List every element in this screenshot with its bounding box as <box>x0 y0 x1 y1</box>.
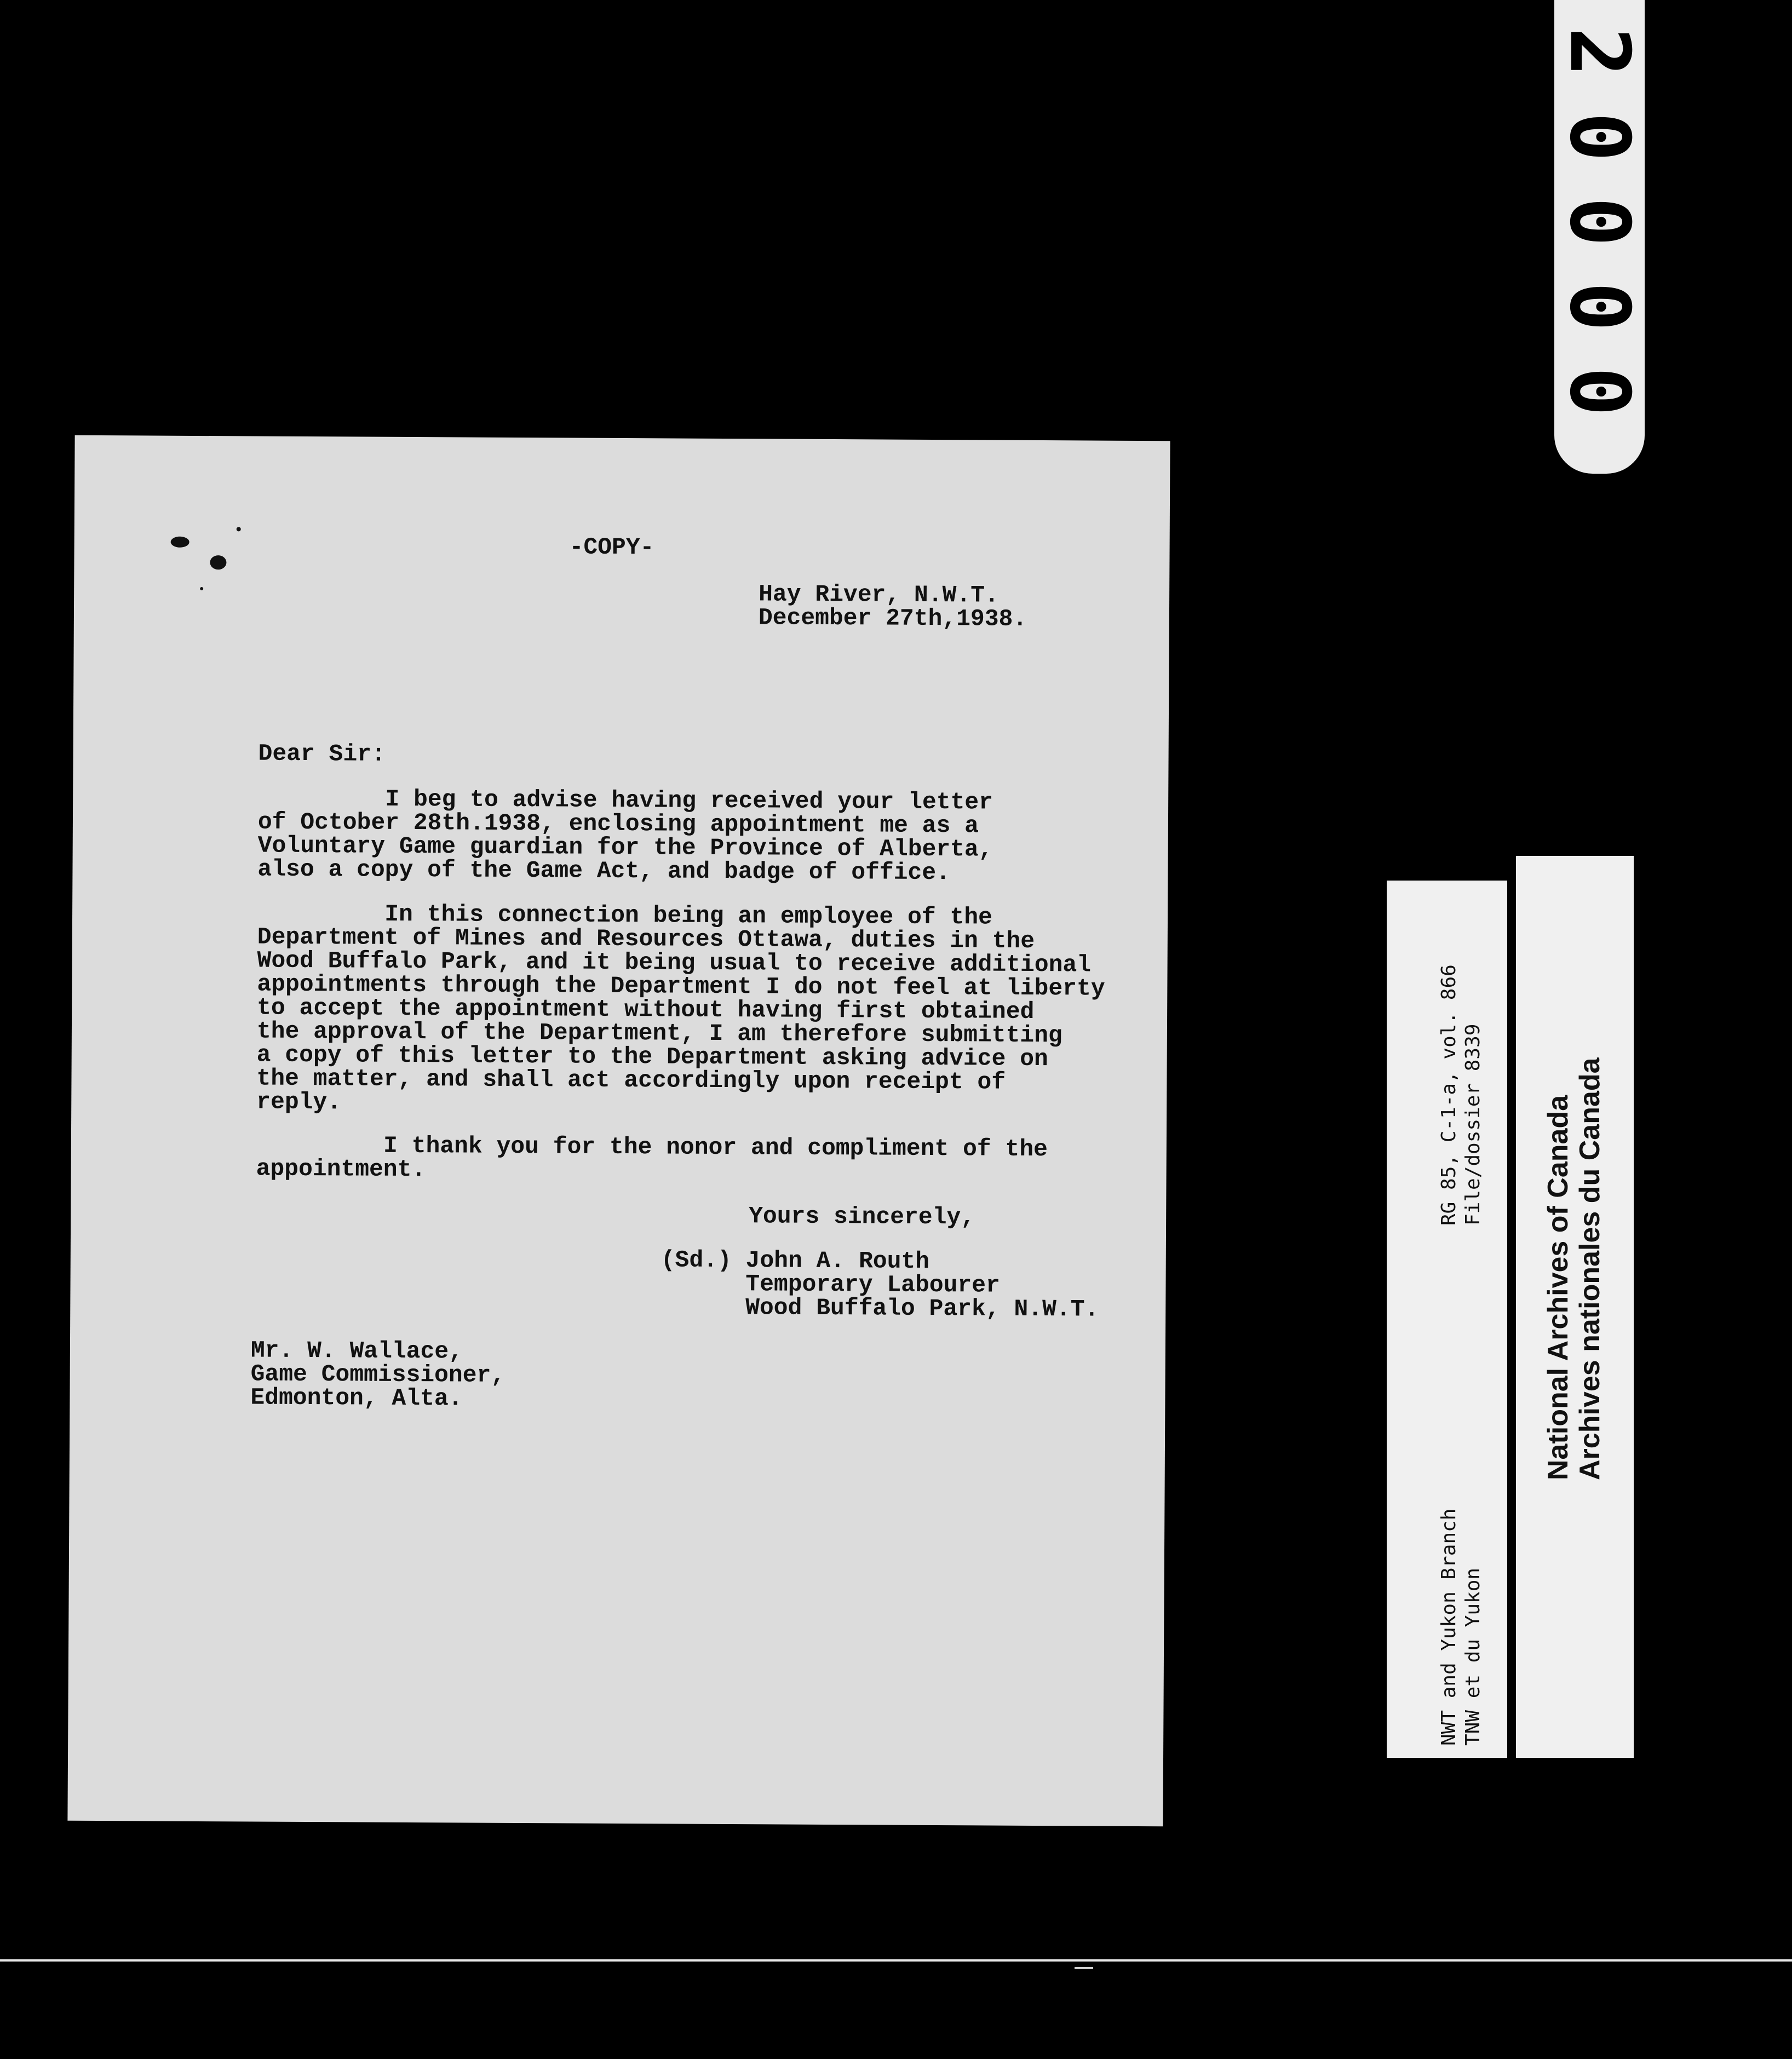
paragraph-1-line: I beg to advise having received your letter <box>258 785 993 816</box>
reference-line-2: File/dossier 8339 <box>1462 1023 1484 1226</box>
paragraph-2-line: the matter, and shall act accordingly upon receipt of <box>256 1065 1006 1096</box>
paragraph-2-line: Wood Buffalo Park, and it being usual to receive additional <box>257 947 1092 979</box>
signature-line: Wood Buffalo Park, N.W.T. <box>660 1293 1099 1323</box>
ink-blot <box>210 555 226 570</box>
archive-brand-card <box>1516 856 1634 1758</box>
ink-blot <box>171 537 189 548</box>
ink-dot <box>200 587 203 590</box>
reference-line-1: RG 85, C-1-a, vol. 866 <box>1438 964 1460 1226</box>
paragraph-1-line: of October 28th.1938, enclosing appointment me as a <box>257 808 979 839</box>
copy-mark: -COPY- <box>569 533 654 561</box>
frame-counter <box>1554 0 1645 474</box>
paragraph-1-line: Voluntary Game guardian for the Province of Alberta, <box>257 832 993 863</box>
letter-page <box>67 435 1170 1826</box>
frame-digit: 0 <box>1552 112 1647 162</box>
paragraph-3-line: I thank you for the nonor and compliment of the <box>256 1131 1048 1163</box>
archive-name-french: Archives nationales du Canada <box>1574 1057 1606 1480</box>
film-edge-line <box>0 1959 1792 1962</box>
signature-line: (Sd.) John A. Routh <box>660 1246 930 1275</box>
paragraph-2-line: appointments through the Department I do not feel at liberty <box>257 970 1105 1002</box>
branch-line-1: NWT and Yukon Branch <box>1438 1508 1460 1746</box>
paragraph-2-line: a copy of this letter to the Department asking advice on <box>256 1041 1048 1073</box>
recipient-line: Mr. W. Wallace, <box>250 1337 463 1365</box>
recipient-line: Game Commissioner, <box>250 1360 506 1389</box>
paragraph-2-line: the approval of the Department, I am therefore submitting <box>256 1017 1062 1049</box>
frame-digit: 0 <box>1552 281 1647 332</box>
salutation: Dear Sir: <box>258 740 386 768</box>
paragraph-3-line: appointment. <box>256 1155 426 1183</box>
frame-digit: 0 <box>1552 366 1647 417</box>
signature-line: Temporary Labourer <box>660 1270 1000 1299</box>
recipient-line: Edmonton, Alta. <box>250 1384 463 1412</box>
archive-name-english: National Archives of Canada <box>1542 1095 1574 1480</box>
frame-digit: 2 <box>1552 27 1647 77</box>
letter-date: December 27th,1938. <box>758 604 1027 632</box>
closing: Yours sincerely, <box>749 1203 975 1231</box>
branch-line-2: TNW et du Yukon <box>1462 1567 1484 1746</box>
film-edge-mark <box>1075 1967 1093 1969</box>
sender-place: Hay River, N.W.T. <box>759 580 999 609</box>
paragraph-2-line: to accept the appointment without having first obtained <box>257 994 1035 1025</box>
frame-digit: 0 <box>1552 197 1647 247</box>
paragraph-1-line: also a copy of the Game Act, and badge of office. <box>257 855 951 887</box>
ink-dot <box>237 527 241 531</box>
archive-reference-card <box>1387 881 1507 1758</box>
paragraph-2-line: reply. <box>256 1088 342 1116</box>
paragraph-2-line: In this connection being an employee of the <box>257 900 993 931</box>
paragraph-2-line: Department of Mines and Resources Ottawa, duties in the <box>257 923 1035 954</box>
